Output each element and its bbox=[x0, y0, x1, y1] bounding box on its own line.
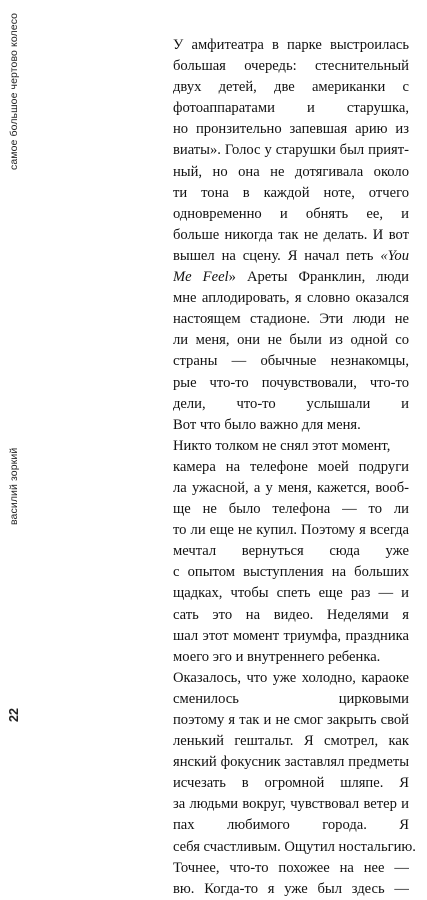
text-line: Вот что было важно для меня. bbox=[173, 416, 361, 433]
text-line: мне аплодировать, я словно оказался bbox=[173, 290, 409, 307]
body-text bbox=[173, 35, 416, 900]
text-line: за людьми вокруг, чувствовал ветер и bbox=[173, 796, 409, 813]
text-line: фотоаппаратами и старушка, bbox=[173, 100, 409, 117]
text-line: большая очередь: стеснительный bbox=[173, 58, 409, 75]
text-line: рые что-то почувствовали, что-то bbox=[173, 374, 409, 391]
text-line: больше никогда так не делать. И вот bbox=[173, 226, 409, 243]
text-line: Никто толком не снял этот момент, bbox=[173, 437, 391, 454]
text-line: виаты». Голос у старушки был прият- bbox=[173, 142, 409, 159]
text-line: Точнее, что-то похожее на нее — bbox=[173, 859, 409, 876]
text-line: ти тона в каждой ноте, отчего bbox=[173, 184, 409, 201]
text-line: одновременно и обнять ее, и bbox=[173, 205, 409, 222]
text-line: шал этот момент триумфа, праздника bbox=[173, 627, 409, 644]
running-head-book-title: самое большое чертово колесо bbox=[8, 12, 20, 170]
text-line: пах любимого города. Я bbox=[173, 817, 409, 834]
text-line: Оказалось, что уже холодно, караоке bbox=[173, 669, 409, 686]
page-number: 22 bbox=[7, 707, 21, 722]
text-line: ленький гештальт. Я смотрел, как bbox=[173, 733, 409, 750]
text-line: вышел на сцену. Я начал петь «You bbox=[173, 247, 409, 264]
text-line: вю. Когда-то я уже был здесь — bbox=[173, 880, 409, 897]
text-line: ный, но она не дотягивала около bbox=[173, 163, 409, 180]
text-line: настоящем стадионе. Эти люди не bbox=[173, 311, 409, 328]
text-line: то ли еще не купил. Поэтому я всегда bbox=[173, 522, 409, 539]
text-line: камера на телефоне моей подруги bbox=[173, 458, 409, 475]
text-line: янский фокусник заставлял предметы bbox=[173, 754, 409, 771]
text-line: двух детей, две американки с bbox=[173, 79, 409, 96]
text-line: щадках, чтобы спеть еще раз — и bbox=[173, 585, 409, 602]
text-line: сменилось цирковыми bbox=[173, 690, 409, 707]
text-line: ли меня, они не были из одной со bbox=[173, 332, 409, 349]
text-line: ще не было телефона — то ли bbox=[173, 501, 409, 518]
text-line: дели, что-то услышали и bbox=[173, 395, 409, 412]
text-line: Me Feel» Ареты Франклин, люди bbox=[173, 269, 409, 286]
text-line: сать это на видео. Неделями я bbox=[173, 606, 409, 623]
running-head-author: василий зоркий bbox=[8, 447, 20, 525]
text-line: но пронзительно запевшая арию из bbox=[173, 121, 409, 138]
text-line: страны — обычные незнакомцы, bbox=[173, 353, 409, 370]
text-line: исчезать в огромной шляпе. Я bbox=[173, 775, 409, 792]
text-line: с опытом выступления на больших bbox=[173, 564, 409, 581]
text-line: себя счастливым. Ощутил ностальгию. bbox=[173, 838, 416, 855]
text-line: поэтому я так и не смог закрыть свой bbox=[173, 712, 409, 728]
text-line: У амфитеатра в парке выстроилась bbox=[173, 37, 409, 53]
text-line: мечтал вернуться сюда уже bbox=[173, 543, 409, 560]
text-line: моего эго и внутреннего ребенка. bbox=[173, 648, 381, 665]
running-head-column bbox=[0, 0, 38, 737]
text-line: ла ужасной, а у меня, кажется, вооб- bbox=[173, 479, 409, 496]
